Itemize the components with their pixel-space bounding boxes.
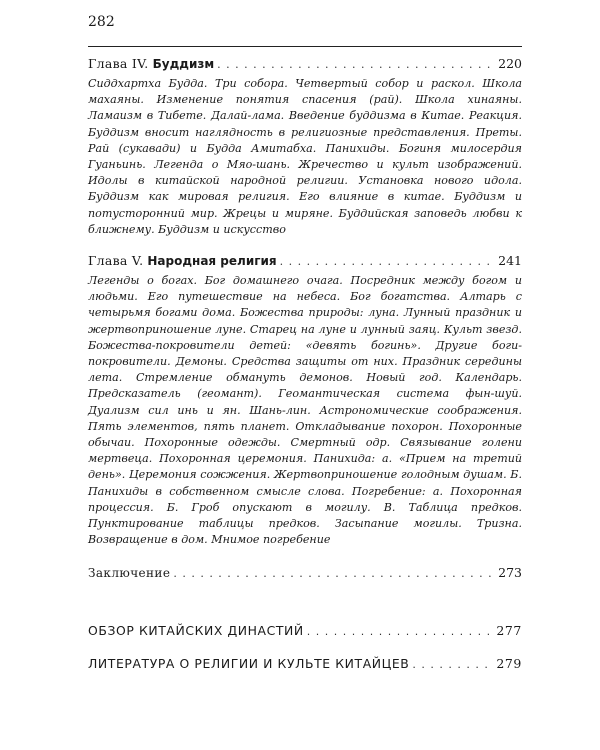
header-rule: [88, 46, 522, 47]
chapter-description: Сиддхартха Будда. Три собора. Четвертый собор и раскол. Школа махаяны. Изменение понятия спасения (рай). Школа хинаяны. Ламаизм в Тибете. Далай-лама. Введение буддизма в Китае. Реакция. Буддизм вносит наглядность в религиозные представления. Преты. Рай (сукавади) и Будда Амитабха. Панихиды. Богиня милосердия Гуаньинь. Легенда о Мяо-шань. Жречество и культ изображений. Идолы в китайской народной религии. Установка нового идола. Буддизм как мировая религия. Его влияние в китае. Буддизм и потусторонний мир. Жрецы и миряне. Буддийская заповедь любви к ближнему. Буддизм и искусство: [88, 77, 522, 236]
chapter-page-number: 241: [498, 253, 522, 269]
table-of-contents: [88, 55, 522, 675]
dot-leader: [217, 56, 495, 74]
toc-entry-chapter-5[interactable]: [88, 252, 522, 271]
section-page-number: 279: [496, 656, 522, 672]
chapter-prefix: Глава IV.: [88, 56, 149, 71]
chapter-description: Легенды о богах. Бог домашнего очага. Посредник между богом и людьми. Его путешествие на небеса. Бог богатства. Алтарь с четырьмя богами дома. Божества природы: луна. Лунный праздник и жертвоприношение луне. Старец на луне и лунный заяц. Культ звезд. Божества-покровители детей: «девять богинь». Другие боги-покровители. Демоны. Средства защиты от них. Праздник середины лета. Стремление обмануть демонов. Новый год. Календарь. Предсказатель (геомант). Геомантическая система фын-шуй. Дуализм сил инь и ян. Шань-лин. Астрономические соображения. Пять элементов, пять планет. Откладывание похорон. Похоронные обычаи. Похоронные одежды. Смертный одр. Связывание голени мертвеца. Похоронная церемония. Панихида: а. «Прием на третий день». Церемония сожжения. Жертвоприношение голодным душам. Б. Панихиды в собственном смысле слова. Погребение: а. Похоронная процессия. Б. Гроб опускают в могилу. В. Таблица предков. Пунктирование таблицы предков. Засыпание могилы. Тризна. Возвращение в дом. Мнимое погребение: [88, 274, 522, 547]
toc-entry-dynasties[interactable]: [88, 621, 522, 642]
chapter-page-number: 220: [498, 56, 522, 71]
toc-entry-conclusion[interactable]: [88, 564, 522, 583]
chapter-prefix: Глава V.: [88, 253, 144, 269]
conclusion-page-number: 273: [498, 565, 522, 581]
dot-leader: [173, 565, 495, 583]
section-label: ОБЗОР КИТАЙСКИХ ДИНАСТИЙ: [88, 623, 304, 639]
toc-entry-chapter-4[interactable]: [88, 55, 522, 74]
page-number: 282: [88, 14, 115, 30]
dot-leader: [307, 622, 494, 642]
toc-entry-literature[interactable]: [88, 654, 522, 675]
conclusion-label: Заключение: [88, 566, 171, 581]
section-label: ЛИТЕРАТУРА О РЕЛИГИИ И КУЛЬТЕ КИТАЙЦЕВ: [88, 656, 410, 672]
dot-leader: [280, 253, 496, 271]
chapter-title: Буддизм: [152, 57, 215, 71]
section-page-number: 277: [496, 623, 522, 639]
dot-leader: [412, 655, 493, 675]
chapter-title: Народная религия: [147, 254, 277, 269]
